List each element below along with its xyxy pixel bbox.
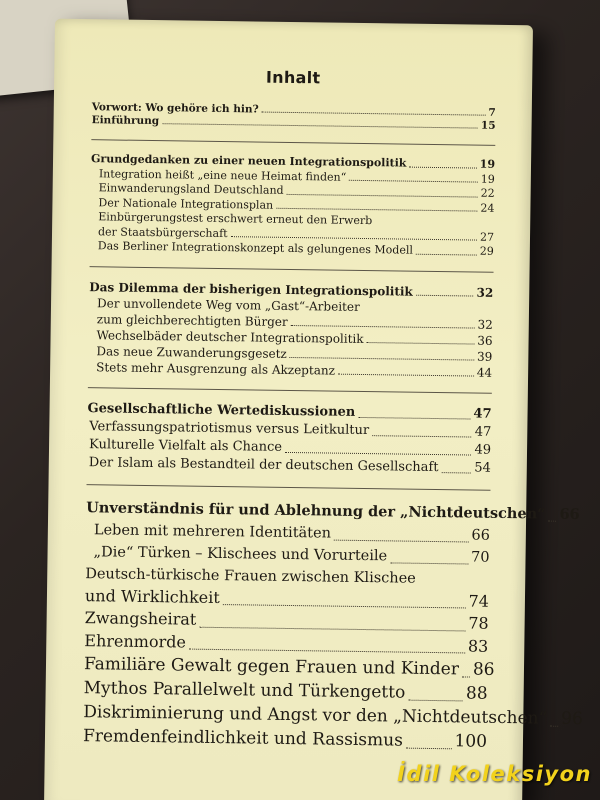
leader-dots xyxy=(285,451,471,455)
leader-dots xyxy=(199,626,465,631)
leader-dots xyxy=(231,236,477,240)
leader-dots xyxy=(287,193,478,197)
toc-entry-page: 47 xyxy=(473,406,492,422)
toc-entry-title: Unverständnis für und Ablehnung der „Nichtdeutschen“ xyxy=(86,498,546,523)
toc-entry-title: Familiäre Gewalt gegen Frauen und Kinder xyxy=(83,654,460,680)
toc-entry-page: 27 xyxy=(479,230,495,244)
toc-entry-title: Das neue Zuwanderungsgesetz xyxy=(96,343,287,361)
page-heading: Inhalt xyxy=(265,67,321,88)
toc-entry-page: 39 xyxy=(476,349,493,364)
toc-entry-title: Gesellschaftliche Wertediskussionen xyxy=(87,400,356,420)
group-divider xyxy=(88,387,492,394)
leader-dots xyxy=(416,253,477,255)
toc-entry-page: 24 xyxy=(480,201,495,215)
leader-dots xyxy=(406,748,452,750)
toc-entry-title: Diskriminierung und Angst vor den „Nichtdeutschen“ xyxy=(83,702,548,729)
leader-dots xyxy=(290,356,474,360)
leader-dots xyxy=(162,123,478,128)
leader-dots xyxy=(367,342,475,345)
toc-entry-title: Einführung xyxy=(91,114,160,128)
toc-entry-title: Wechselbäder deutscher Integrationspolitik xyxy=(96,327,364,346)
toc-entry-page: 19 xyxy=(480,172,495,186)
toc-entry-title: Das Dilemma der bisherigen Integrationspolitik xyxy=(89,279,413,299)
toc-entry-title: Fremdenfeindlichkeit und Rassismus xyxy=(82,726,404,751)
toc-entry-title: Zwangsheirat xyxy=(84,608,197,629)
toc-entry-title: Einwanderungsland Deutschland xyxy=(98,181,284,197)
leader-dots xyxy=(550,726,558,727)
leader-dots xyxy=(548,520,556,521)
group-divider xyxy=(87,484,491,491)
toc-entry-title-line2: und Wirklichkeit xyxy=(84,585,220,607)
toc-entry-title-line2: zum gleichberechtigten Bürger xyxy=(96,311,288,329)
toc-entry-page: 83 xyxy=(467,635,489,656)
leader-dots xyxy=(416,294,474,296)
leader-dots xyxy=(262,112,486,116)
toc-entry-page: 36 xyxy=(477,333,493,348)
toc-entry-title-line1: Deutsch-türkische Frauen zwischen Klischee xyxy=(85,565,416,587)
toc-group-intro xyxy=(92,101,496,133)
toc-entry-title: Integration heißt „eine neue Heimat finden“ xyxy=(98,166,347,184)
leader-dots xyxy=(223,604,466,608)
toc-entry-page: 100 xyxy=(454,731,488,752)
toc-entry-page: 78 xyxy=(468,613,489,633)
toc-entry-title: Kulturelle Vielfalt als Chance xyxy=(88,436,283,455)
leader-dots xyxy=(349,180,478,183)
toc-group-grundgedanken xyxy=(90,152,495,259)
toc-entry-page: 47 xyxy=(474,424,492,440)
toc-entry-page: 32 xyxy=(477,317,493,332)
leader-dots xyxy=(372,435,472,437)
toc-entry-title: Grundgedanken zu einer neuen Integrationspolitik xyxy=(90,152,407,170)
leader-dots xyxy=(291,324,475,328)
toc-entry-page: 7 xyxy=(488,106,496,119)
toc-entry-page: 22 xyxy=(480,186,495,200)
toc-entry-title-line2: der Staatsbürgerschaft xyxy=(97,224,228,240)
toc-group-dilemma xyxy=(88,279,493,381)
toc-entry-page: 66 xyxy=(559,505,580,523)
toc-entry-title: Mythos Parallelwelt und Türkengetto xyxy=(83,678,406,703)
leader-dots xyxy=(408,700,463,702)
leader-dots xyxy=(390,562,468,564)
toc-entry-title: „Die“ Türken – Klischees und Vorurteile xyxy=(93,543,388,564)
toc-entry-page: 49 xyxy=(474,442,492,458)
toc-entry-page: 96 xyxy=(561,708,584,730)
watermark: İdil Koleksiyon xyxy=(397,762,592,786)
toc-entry-title: Leben mit mehreren Identitäten xyxy=(93,521,332,542)
leader-dots xyxy=(338,373,474,376)
toc-entry-page: 66 xyxy=(471,527,490,544)
leader-dots xyxy=(334,539,468,542)
toc-entry-page: 86 xyxy=(472,659,495,680)
group-divider xyxy=(90,266,494,273)
toc-entry-page: 74 xyxy=(468,590,490,611)
toc-entry-title: Der Nationale Integrationsplan xyxy=(98,195,274,212)
group-divider xyxy=(91,139,495,146)
toc-entry-title: Das Berliner Integrationskonzept als gelungenes Modell xyxy=(97,239,414,257)
toc-entry-title-line1: Der unvollendete Weg vom „Gast“-Arbeiter xyxy=(96,295,360,314)
leader-dots xyxy=(409,166,476,168)
leader-dots xyxy=(462,676,470,677)
toc-entry-title: Der Islam als Bestandteil der deutschen Gesellschaft xyxy=(88,454,439,475)
toc-entry-title: Verfassungspatriotismus versus Leitkultur xyxy=(89,418,370,438)
toc-entry-title-line1: Einbürgerungstest erschwert erneut den Erwerb xyxy=(98,210,373,228)
leader-dots xyxy=(358,416,470,419)
toc-entry-page: 54 xyxy=(474,460,491,476)
toc-entry-page: 29 xyxy=(479,244,494,258)
table-of-contents xyxy=(82,101,584,766)
toc-entry-page: 32 xyxy=(476,285,494,300)
leader-dots xyxy=(276,208,477,212)
toc-entry-page: 15 xyxy=(480,119,496,132)
toc-entry-page: 88 xyxy=(465,683,488,704)
toc-entry-page: 44 xyxy=(476,365,493,380)
leader-dots xyxy=(441,472,471,473)
toc-entry-title: Ehrenmorde xyxy=(84,630,187,652)
toc-entry-title: Vorwort: Wo gehöre ich hin? xyxy=(91,101,259,116)
toc-entry-title: Stets mehr Ausgrenzung als Akzeptanz xyxy=(96,359,336,378)
book-page xyxy=(44,19,584,800)
toc-group-nichtdeutsche xyxy=(82,497,584,754)
toc-entry-page: 19 xyxy=(479,157,496,171)
leader-dots xyxy=(189,649,465,654)
toc-entry-page: 70 xyxy=(470,549,490,566)
toc-group-wertediskussionen xyxy=(87,400,492,478)
